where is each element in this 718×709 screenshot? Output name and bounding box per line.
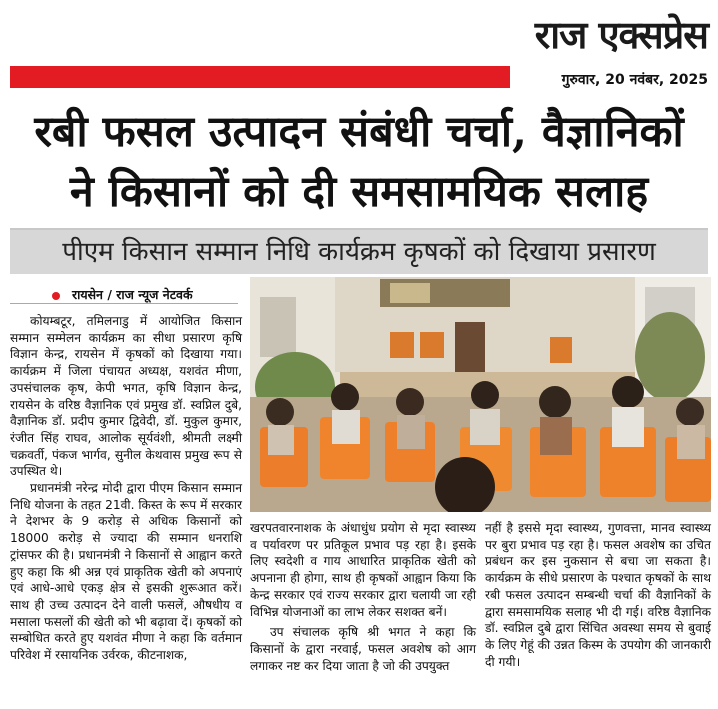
article-column-2 <box>250 520 476 674</box>
newspaper-name: राज एक्सप्रेस <box>534 12 708 57</box>
publication-date: गुरुवार, 20 नवंबर, 2025 <box>561 72 708 88</box>
headline-line-2: ने किसानों को दी समसामयिक सलाह <box>69 167 649 217</box>
article-column-1 <box>10 313 242 664</box>
masthead-red-bar <box>10 66 510 88</box>
article-column-3 <box>485 520 711 670</box>
paragraph: प्रधानमंत्री नरेन्द्र मोदी द्वारा पीएम किसान सम्मान निधि योजना के तहत 21वी. किस्त के रूप में सरकार ने देशभर के 9 करोड़ से अधिक किसानों को 18000 करोड़ से ज्यादा की सम्मान धनराशि ट्रांसफर की है। प्रधानमंत्री ने किसानों से आह्वान करते हुए कहा कि श्री अन्न एवं प्राकृतिक खेती को अपनाएं एवं आधे-आधे एकड़ क्षेत्र से इसकी शुरूआत करें। साथ ही उच्च उत्पादन देने वाली फसलें, औषधीय व मसाला फसलों की खेती को भी बढ़ावा दें। कृषकों को सम्बोधित करते हुए यशवंत मीणा ने कहा कि वर्तमान परिवेश में रसायनिक उर्वरक, कीटनाशक, <box>10 481 242 663</box>
paragraph: खरपतवारनाशक के अंधाधुंध प्रयोग से मृदा स्वास्थ्य व पर्यावरण पर प्रतिकूल प्रभाव पड़ रहा है। इसके लिए स्वदेशी व गाय आधारित प्राकृतिक खेती को अपनाना ही होगा, साथ ही कृषकों आह्वान किया कि केन्द्र सरकार एवं राज्य सरकार द्वारा चलायी जा रही विभिन्न योजनाओं का लाभ लेकर सशक्त बनें। <box>250 521 476 619</box>
event-photo <box>250 277 711 512</box>
headline <box>8 102 710 222</box>
byline-divider <box>10 303 238 304</box>
headline-line-1: रबी फसल उत्पादन संबंधी चर्चा, वैज्ञानिकों <box>34 107 684 157</box>
paragraph: नहीं है इससे मृदा स्वास्थ्य, गुणवत्ता, मानव स्वास्थ्य पर बुरा प्रभाव पड़ रहा है। फसल अवशेष का उचित प्रबंधन कर इस नुकसान से बचा जा सकता है। कार्यक्रम के सीधे प्रसारण के पश्चात कृषकों के साथ रबी फसल उत्पादन सम्बन्धी चर्चा की वैज्ञानिकों के द्वारा समसामयिक सलाह भी दी गई। वरिष्ठ वैज्ञानिक डॉ. स्वप्निल दुबे द्वारा सिंचित अवस्था समय से बुवाई के लिए गेहूं की उन्नत किस्म के उपयोग की जानकारी दी गयी। <box>485 521 711 669</box>
byline <box>52 286 193 303</box>
paragraph: उप संचालक कृषि श्री भगत ने कहा कि किसानों के द्वारा नरवाई, फसल अवशेष को आग लगाकर नष्ट कर दिया जाता है जो की उपयुक्त <box>250 625 476 673</box>
byline-text: रायसेन / राज न्यूज नेटवर्क <box>72 287 193 302</box>
subheadline: पीएम किसान सम्मान निधि कार्यक्रम कृषकों को दिखाया प्रसारण <box>10 228 708 274</box>
bullet-dot-icon <box>52 292 60 300</box>
masthead <box>0 0 718 96</box>
paragraph: कोयम्बटूर, तमिलनाडु में आयोजित किसान सम्मान सम्मेलन कार्यक्रम का सीधा प्रसारण कृषि विज्ञान केन्द्र, रायसेन में कृषकों को दिखाया गया। कार्यक्रम में जिला पंचायत अध्यक्ष, यशवंत मीणा, उपसंचालक कृष, केपी भगत, कृषि विज्ञान केन्द्र, रायसेन के वरिष्ठ वैज्ञानिक एवं प्रमुख डॉ. स्वप्निल दुबे, वैज्ञानिक डॉ. प्रदीप कुमार द्विवेदी, डॉ. मुकुल कुमार, रंजीत सिंह राघव, आलोक सूर्यवंशी, श्रीमती लक्ष्मी चक्रवर्ती, पंकज भार्गव, सुनील केथवास प्रमुख रूप से उपस्थित थे। <box>10 314 242 479</box>
event-photo-illustration <box>250 277 711 512</box>
